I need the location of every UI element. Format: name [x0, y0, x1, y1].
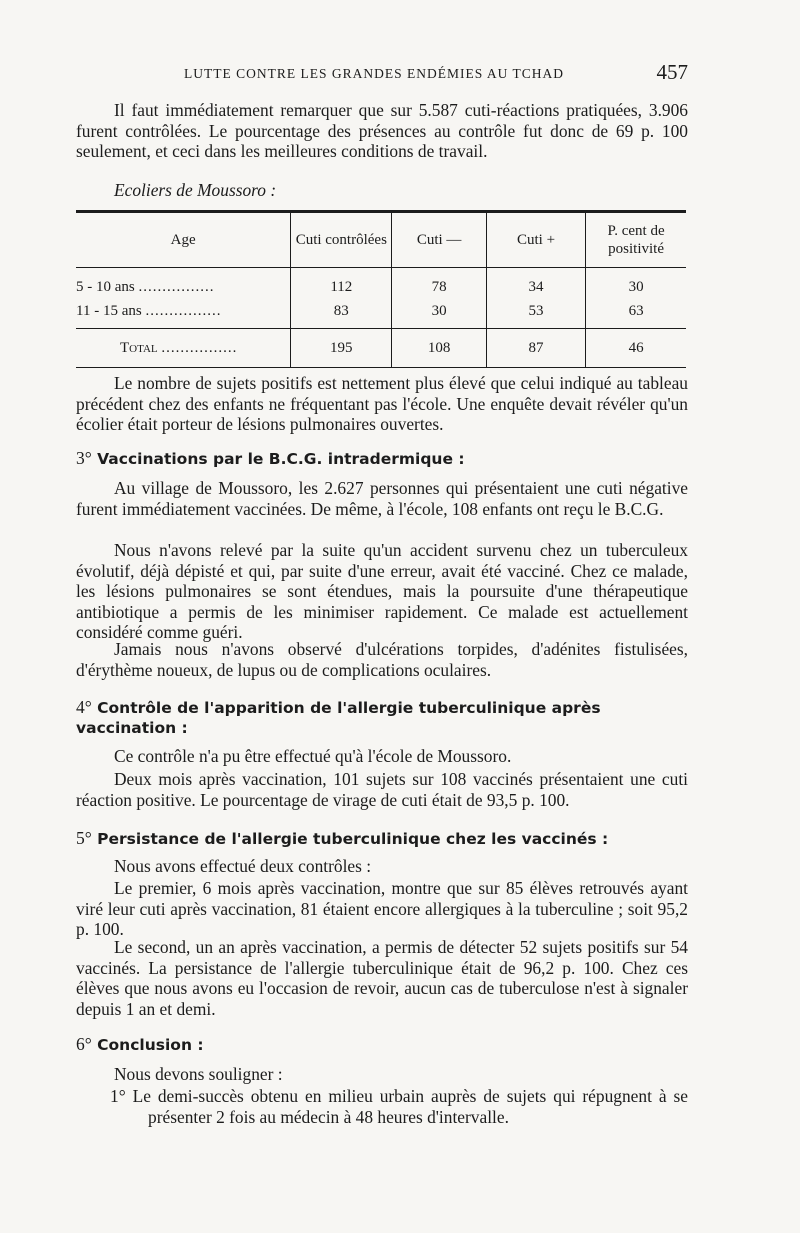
- section-3-number: 3°: [76, 448, 92, 468]
- results-table: [76, 210, 686, 368]
- section-5-number: 5°: [76, 828, 92, 848]
- row-label-text: 5 - 10 ans: [76, 278, 135, 295]
- table-row: [76, 268, 686, 300]
- section-5-title: Persistance de l'allergie tuberculinique chez les vaccinés :: [97, 830, 609, 848]
- table-header-row: [76, 212, 686, 268]
- section-4-paragraph-1: Ce contrôle n'a pu être effectué qu'à l'école de Moussoro.: [114, 746, 512, 766]
- section-3-paragraph-1: Au village de Moussoro, les 2.627 personnes qui présentaient une cuti négative furent immédiatement vaccinées. De même, à l'école, 108 enfants ont reçu le B.C.G.: [76, 478, 688, 519]
- leader-dots: ................: [138, 278, 215, 295]
- header-pcent-positivite: P. cent de positivité: [586, 212, 686, 268]
- after-table-paragraph: Le nombre de sujets positifs est nettement plus élevé que celui indiqué au tableau précédent chez des enfants ne fréquentant pas l'école. Une enquête devait révéler qu'un écolier était porteur de lésions pulmonaires ouvertes.: [76, 373, 688, 434]
- conclusion-list-item: [76, 1086, 688, 1127]
- section-6-paragraph-1: Nous devons souligner :: [114, 1064, 283, 1084]
- section-4-title: Contrôle de l'apparition de l'allergie tuberculinique après vaccination :: [76, 699, 601, 737]
- running-title: LUTTE CONTRE LES GRANDES ENDÉMIES AU TCHAD: [184, 66, 564, 81]
- total-cuti-plus: 87: [486, 329, 585, 368]
- total-pcent: 46: [586, 329, 686, 368]
- header-age: Age: [76, 212, 291, 268]
- section-5-heading: [76, 828, 688, 849]
- page-number: 457: [656, 60, 688, 84]
- total-label-text: Total: [120, 339, 158, 356]
- leader-dots: ................: [161, 339, 238, 356]
- row-label: [76, 268, 291, 300]
- cell-cuti-moins: 30: [392, 299, 487, 329]
- leader-dots: ................: [145, 302, 222, 319]
- header-cuti-moins: Cuti —: [392, 212, 487, 268]
- list-item-text: Le demi-succès obtenu en milieu urbain auprès de sujets qui répugnent à se présenter 2 fois au médecin à 48 heures d'intervalle.: [132, 1086, 688, 1127]
- section-6-title: Conclusion :: [97, 1036, 204, 1054]
- intro-paragraph: Il faut immédiatement remarquer que sur 5.587 cuti-réactions pratiquées, 3.906 furent contrôlées. Le pourcentage des présences au contrôle fut donc de 69 p. 100 seulement, et ceci dans les meilleures conditions de travail.: [76, 100, 688, 161]
- section-3-paragraph-3: Jamais nous n'avons observé d'ulcérations torpides, d'adénites fistulisées, d'érythème noueux, de lupus ou de complications oculaires.: [76, 639, 688, 680]
- section-5-paragraph-1: Nous avons effectué deux contrôles :: [114, 856, 372, 876]
- header-cuti-plus: Cuti +: [486, 212, 585, 268]
- total-label: [76, 329, 291, 368]
- table-title: Ecoliers de Moussoro :: [114, 180, 277, 200]
- row-label: [76, 299, 291, 329]
- section-5-paragraph-3: Le second, un an après vaccination, a permis de détecter 52 sujets positifs sur 54 vaccinés. La persistance de l'allergie tuberculinique était de 96,2 p. 100. Chez ces élèves que nous avons eu l'occasion de revoir, aucun cas de tuberculose n'est à signaler depuis 1 an et demi.: [76, 937, 688, 1019]
- section-6-number: 6°: [76, 1034, 92, 1054]
- total-cuti-moins: 108: [392, 329, 487, 368]
- row-label-text: 11 - 15 ans: [76, 302, 142, 319]
- section-5-paragraph-2: Le premier, 6 mois après vaccination, montre que sur 85 élèves retrouvés ayant viré leur cuti après vaccination, 81 étaient encore allergiques à la tuberculine ; soit 95,2 p. 100.: [76, 878, 688, 939]
- table-row: [76, 299, 686, 329]
- total-cuti-controlees: 195: [291, 329, 392, 368]
- section-4-paragraph-2: Deux mois après vaccination, 101 sujets sur 108 vaccinés présentaient une cuti réaction positive. Le pourcentage de virage de cuti était de 93,5 p. 100.: [76, 769, 688, 810]
- table-total-row: [76, 329, 686, 368]
- cell-pcent: 63: [586, 299, 686, 329]
- cell-cuti-plus: 34: [486, 268, 585, 300]
- cell-pcent: 30: [586, 268, 686, 300]
- section-4-number: 4°: [76, 697, 92, 717]
- section-6-heading: [76, 1034, 688, 1055]
- section-3-heading: [76, 448, 688, 469]
- cell-cuti-controlees: 83: [291, 299, 392, 329]
- section-4-heading: [76, 697, 688, 738]
- header-cuti-controlees: Cuti contrôlées: [291, 212, 392, 268]
- cell-cuti-controlees: 112: [291, 268, 392, 300]
- list-marker: 1°: [110, 1086, 126, 1106]
- cell-cuti-plus: 53: [486, 299, 585, 329]
- section-3-paragraph-2: Nous n'avons relevé par la suite qu'un accident survenu chez un tuberculeux évolutif, déjà dépisté et qui, par suite d'une erreur, avait été vacciné. Chez ce malade, les lésions pulmonaires se sont étendues, mais la poursuite d'une thérapeutique antibiotique a permis de les minimiser rapidement. Ce malade est actuellement considéré comme guéri.: [76, 540, 688, 642]
- cell-cuti-moins: 78: [392, 268, 487, 300]
- section-3-title: Vaccinations par le B.C.G. intradermique :: [97, 450, 465, 468]
